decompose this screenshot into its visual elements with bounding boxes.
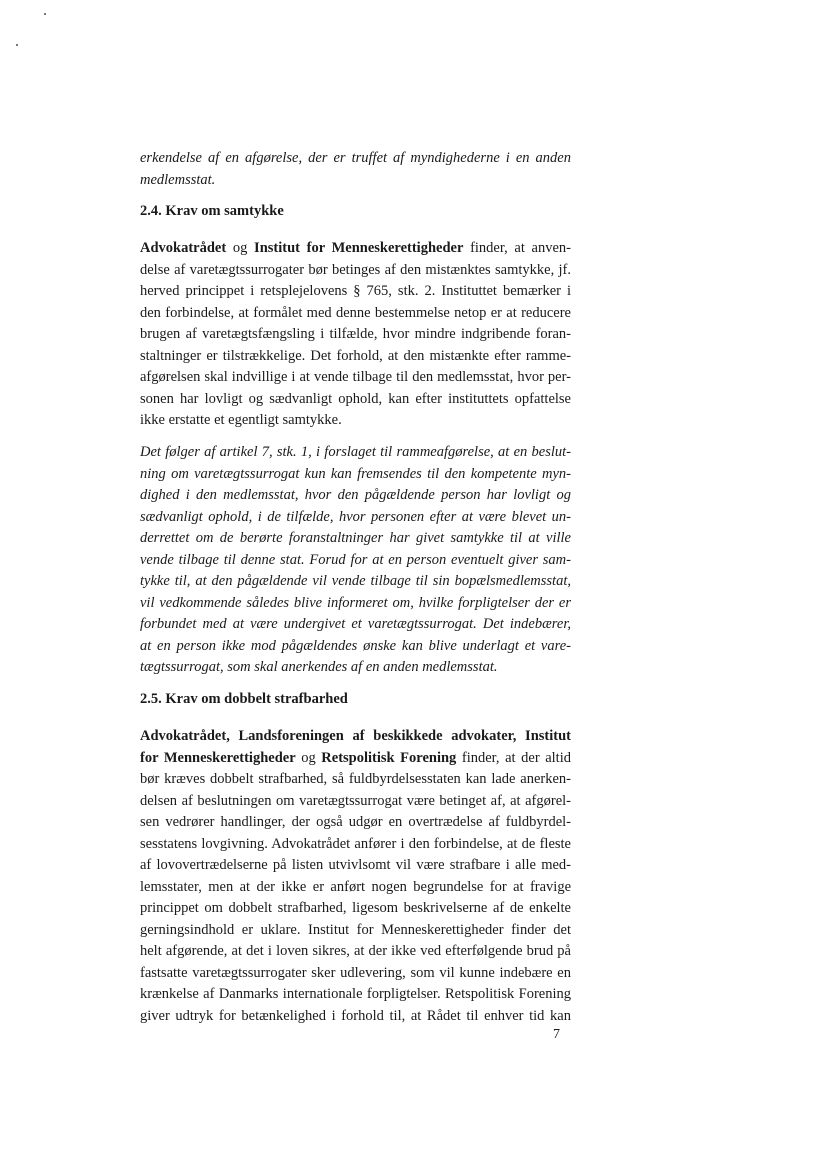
org-name: Retspolitisk Forening	[321, 749, 457, 766]
text-line: herved princippet i retsplejelovens § 765, stk. 2. Instituttet bemærker i	[140, 283, 571, 299]
text-line: lemsstater, men at der ikke er anført nogen begrundelse for at fravige	[140, 878, 571, 895]
text-line: fastsatte varetægtssurrogater sker udlevering, som vil kunne indebære en	[140, 964, 571, 981]
text-line: brugen af varetægtsfængsling i tilfælde, hvor mindre indgribende foran-	[140, 326, 571, 342]
text-line: Det følger af artikel 7, stk. 1, i forslaget til rammeafgørelse, at en beslut-	[140, 444, 571, 460]
text-line: dighed i den medlemsstat, hvor den pågældende person har lovligt og	[140, 487, 571, 503]
text-line: tægtssurrogat, som skal anerkendes af en anden medlemsstat.	[140, 659, 498, 675]
text-line: gerningsindhold er uklare. Institut for Menneskerettigheder finder det	[140, 921, 571, 938]
intro-paragraph	[140, 148, 571, 191]
text-line: Advokatrådet, Landsforeningen af beskikkede advokater, Institut	[140, 728, 571, 744]
text-line: sesstatens lovgivning. Advokatrådet anfører i den forbindelse, at de fleste	[140, 835, 571, 852]
text-line: delsen af beslutningen om varetægtssurrogat være betinget af, at afgørel-	[140, 792, 571, 809]
text-line: af lovovertrædelserne på listen utvivlsomt vil være strafbare i alle med-	[140, 857, 571, 873]
text-line: princippet om dobbelt strafbarhed, ligesom beskrivelserne af de enkelte	[140, 900, 571, 916]
text-line: vende tilbage til denne stat. Forud for at en person eventuelt giver sam-	[140, 551, 571, 568]
section-2-4-paragraph-2	[140, 442, 571, 679]
text-line: tykke til, at den pågældende vil vende tilbage til sin bopælsmedlemsstat,	[140, 573, 571, 589]
text-line: sonen har lovligt og sædvanligt ophold, kan efter instituttets opfattelse	[140, 390, 571, 407]
text-line: erkendelse af en afgørelse, der er truffet af myndighederne i en anden	[140, 150, 571, 166]
page-number: 7	[553, 1027, 560, 1042]
text-line: for Menneskerettigheder og Retspolitisk Forening finder, at der altid	[140, 749, 571, 766]
text-line: medlemsstat.	[140, 171, 216, 188]
text-line: ikke erstatte et egentligt samtykke.	[140, 412, 342, 428]
text-line: Advokatrådet og Institut for Menneskerettigheder finder, at anven-	[140, 240, 571, 256]
text-line: vil vedkommende således blive informeret om, hvilke forpligtelser der er	[140, 594, 571, 611]
text-line: bør kræves dobbelt strafbarhed, så fuldbyrdelsesstaten kan lade anerken-	[140, 771, 571, 787]
section-2-5-paragraph-1	[140, 726, 571, 1027]
text-line: derrettet om de berørte foranstaltninger har givet samtykke til at ville	[140, 530, 571, 546]
section-heading-2-5: 2.5. Krav om dobbelt strafbarhed	[140, 691, 348, 707]
text-line: ning om varetægtssurrogat kun kan fremsendes til den kompetente myn-	[140, 465, 571, 482]
text-line: at en person ikke mod pågældendes ønske kan blive underlagt et vare-	[140, 637, 571, 654]
text-line: sen vedrører handlinger, der også udgør en overtrædelse af fuldbyrdel-	[140, 814, 571, 830]
org-name: Institut for Menneskerettigheder	[254, 240, 464, 256]
text-line: forbundet med at være undergivet et varetægtssurrogat. Det indebærer,	[140, 616, 571, 632]
org-name: for Menneskerettigheder	[140, 749, 296, 766]
text-line: staltninger er tilstrækkelige. Det forhold, at den mistænkte efter ramme-	[140, 347, 571, 364]
text-line: afgørelsen skal indvillige i at vende tilbage til den medlemsstat, hvor per-	[140, 369, 571, 385]
org-name: Advokatrådet	[140, 240, 227, 256]
section-2-4-paragraph-1	[140, 238, 571, 432]
scan-speck	[16, 44, 18, 46]
text-line: krænkelse af Danmarks internationale forpligtelser. Retspolitisk Forening	[140, 986, 571, 1002]
text-line: giver udtryk for betænkelighed i forhold til, at Rådet til enhver tid kan	[140, 1007, 571, 1024]
text-line: den forbindelse, at formålet med denne bestemmelse netop er at reducere	[140, 304, 571, 321]
text-line: delse af varetægtssurrogater bør betinges af den mistænktes samtykke, jf.	[140, 261, 571, 278]
scan-speck	[44, 13, 46, 15]
text-line: helt afgørende, at det i loven sikres, at der ikke ved efterfølgende brud på	[140, 943, 571, 959]
section-heading-2-4: 2.4. Krav om samtykke	[140, 203, 284, 219]
text-line: sædvanligt ophold, i de tilfælde, hvor personen efter at være blevet un-	[140, 508, 571, 525]
